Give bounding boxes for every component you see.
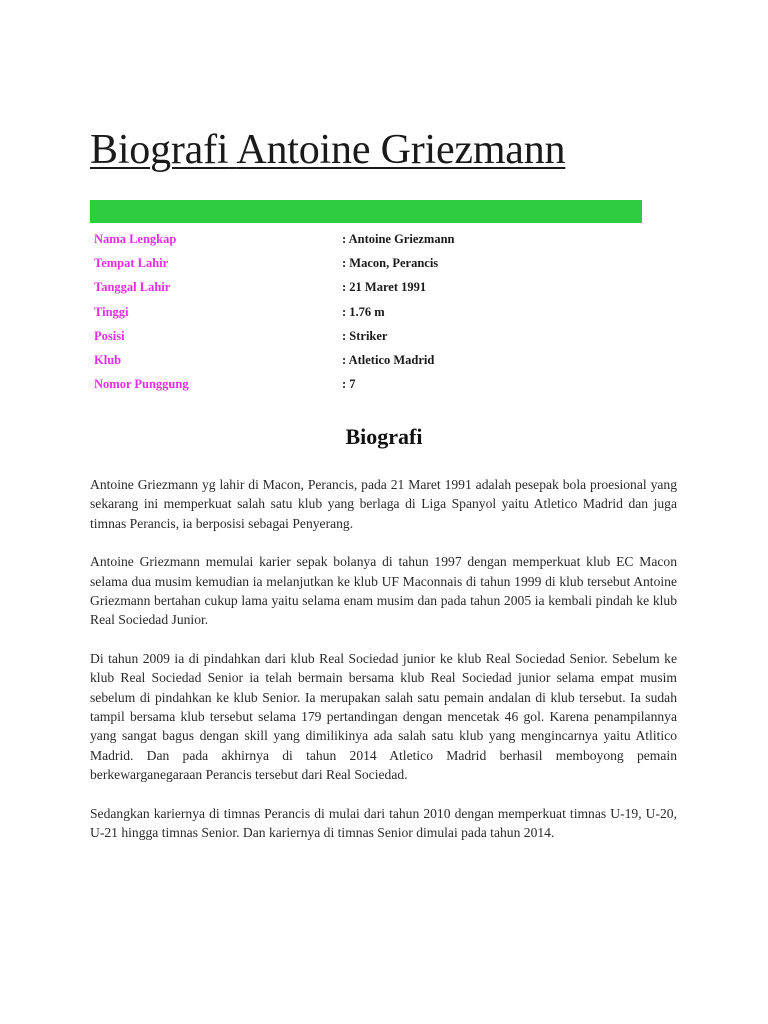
info-row-height [94, 300, 654, 324]
info-row-full-name [94, 227, 654, 251]
bio-paragraph: Sedangkan kariernya di timnas Perancis di mulai dari tahun 2010 dengan memperkuat timnas U-19, U-20, U-21 hingga timnas Senior. Dan kariernya di timnas Senior dimulai pada tahun 2014. [90, 805, 677, 841]
info-value: : 21 Maret 1991 [342, 280, 427, 295]
info-value: : 7 [342, 377, 356, 392]
info-value: : Striker [342, 328, 388, 343]
info-label: Klub [94, 352, 122, 367]
info-row-birthdate [94, 275, 654, 299]
info-label: Posisi [94, 328, 125, 343]
info-value: : Atletico Madrid [342, 352, 435, 367]
section-heading: Biografi [345, 424, 423, 449]
info-label: Nomor Punggung [94, 377, 189, 392]
bio-paragraph: Antoine Griezmann yg lahir di Macon, Perancis, pada 21 Maret 1991 adalah pesepak bola proesional yang sekarang ini memperkuat salah satu klub yang berlaga di Liga Spanyol yaitu Atletico Madrid dan juga timnas Perancis, ia berposisi sebagai Penyerang. [90, 477, 677, 531]
info-table [94, 227, 654, 396]
info-row-birthplace [94, 251, 654, 275]
title-word-biografi: Biografi [90, 127, 229, 173]
info-row-shirt-number [94, 372, 654, 396]
info-label: Tanggal Lahir [94, 280, 171, 295]
bio-paragraph: Antoine Griezmann memulai karier sepak bolanya di tahun 1997 dengan memperkuat klub EC Macon selama dua musim kemudian ia melanjutkan ke klub UF Maconnais di tahun 1999 di klub tersebut Antoine Griezmann bertahan cukup lama yaitu selama enam musim dan pada tahun 2005 ia kembali pindah ke klub Real Sociedad Junior. [90, 554, 677, 628]
info-label: Tinggi [94, 304, 129, 319]
info-label: Tempat Lahir [94, 256, 169, 271]
accent-bar [90, 200, 642, 223]
info-value: : Antoine Griezmann [342, 232, 455, 246]
info-row-club [94, 348, 654, 372]
info-value: : Macon, Perancis [342, 256, 439, 271]
info-row-position [94, 324, 654, 348]
info-label: Nama Lengkap [94, 232, 177, 246]
biography-body [90, 475, 677, 862]
bio-paragraph: Di tahun 2009 ia di pindahkan dari klub Real Sociedad junior ke klub Real Sociedad Senior. Sebelum ke klub Real Sociedad Senior ia telah bermain bersama klub Real Sociedad junior selama empat musim sebelum di pindahkan ke klub Senior. Ia merupakan salah satu pemain andalan di klub tersebut. Ia sudah tampil bersama klub tersebut selama 179 pertandingan dengan mencetak 46 gol. Karena penampilannya yang sangat bagus dengan skill yang dimilikinya ada salah satu klub yang mengincarnya yaitu Atlitico Madrid. Dan pada akhirnya di tahun 2014 Atletico Madrid berhasil memboyong pemain berkewarganegaraan Perancis tersebut dari Real Sociedad. [90, 650, 677, 783]
page-title [90, 126, 565, 174]
info-value: : 1.76 m [342, 304, 385, 319]
title-name: Antoine Griezmann [236, 127, 566, 173]
